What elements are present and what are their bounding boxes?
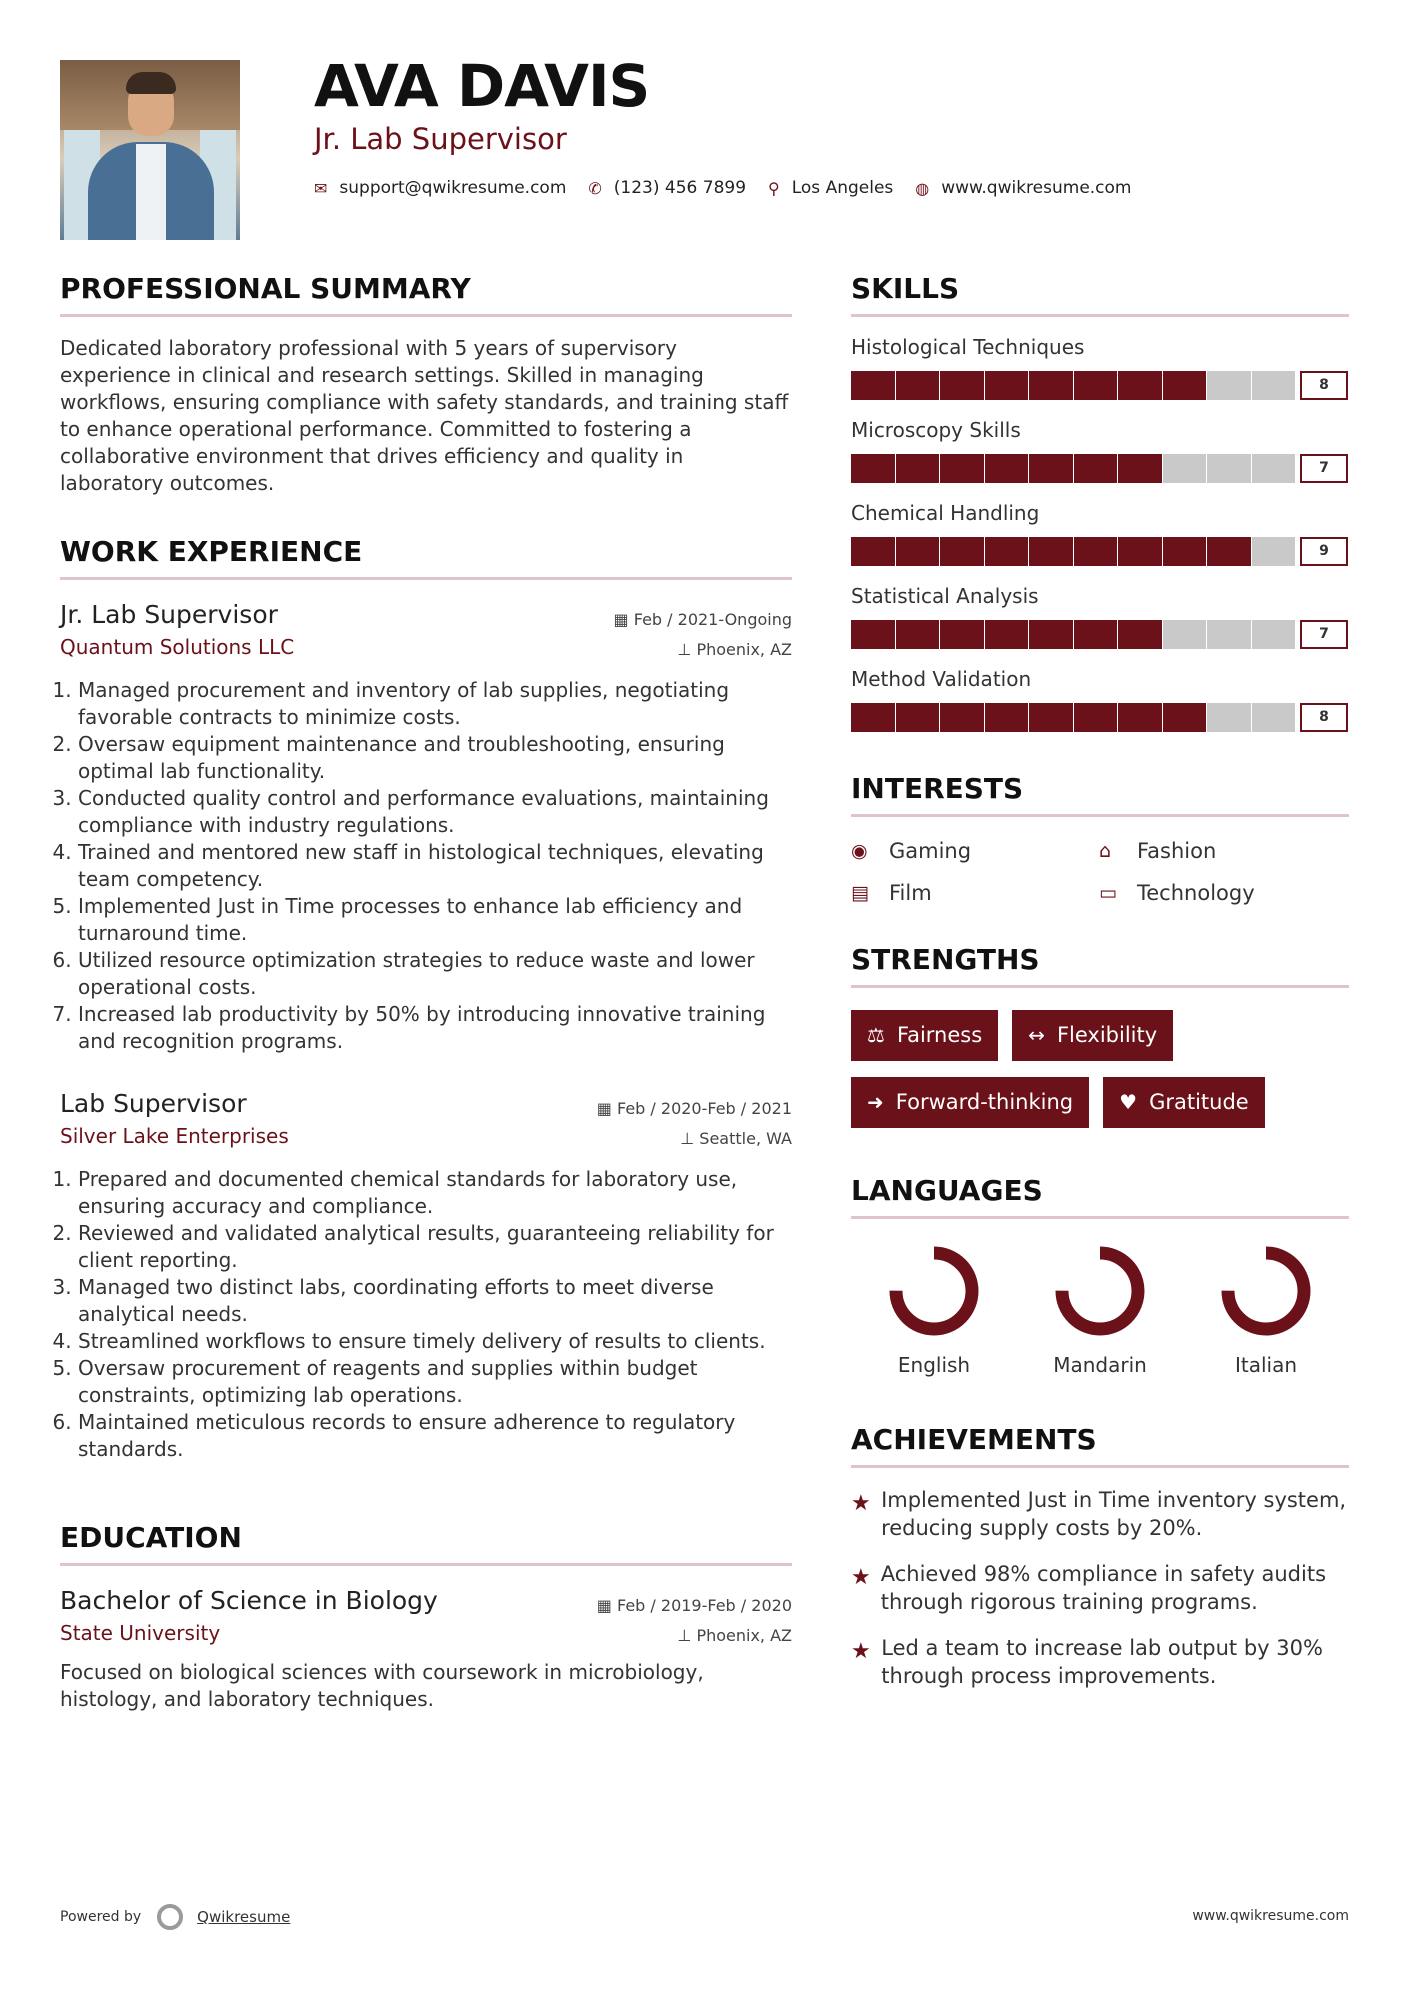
skill-bar-segment — [1118, 703, 1162, 732]
heart-icon: ♥ — [1119, 1090, 1138, 1114]
language-ring — [1218, 1243, 1314, 1339]
list-item: 5. Implemented Just in Time processes to enhance lab efficiency and turnaround time. — [78, 893, 792, 947]
job-dates: ▦ Feb / 2020-Feb / 2021 — [596, 1099, 792, 1118]
language-ring — [1052, 1243, 1148, 1339]
skill-bar — [851, 620, 1296, 649]
job-company: Silver Lake Enterprises — [60, 1124, 289, 1148]
skill-bar-segment — [1118, 537, 1162, 566]
star-icon: ★ — [851, 1491, 871, 1516]
job-bullets — [60, 1166, 792, 1463]
contact-website[interactable]: www.qwikresume.com — [941, 178, 1132, 198]
arrow-right-icon: ➜ — [867, 1090, 884, 1114]
skill-bar-segment — [1163, 537, 1207, 566]
skill-bar-segment — [1118, 454, 1162, 483]
pushpin-icon: ⊥ — [677, 1626, 692, 1645]
strength-chip: ♥ Gratitude — [1103, 1077, 1265, 1128]
skill-item — [851, 501, 1349, 566]
skill-bar-segment — [1029, 537, 1073, 566]
right-column — [851, 272, 1349, 1690]
job-dates: ▦ Feb / 2021-Ongoing — [613, 610, 792, 629]
job-title: Jr. Lab Supervisor — [60, 600, 278, 629]
strength-chip: ↔ Flexibility — [1012, 1010, 1173, 1061]
skill-bar — [851, 454, 1296, 483]
skill-bar-segment — [1252, 371, 1296, 400]
skill-bar-segment — [851, 454, 895, 483]
pushpin-icon: ⊥ — [680, 1129, 695, 1148]
qwikresume-logo-icon — [157, 1904, 183, 1930]
language-ring-arc — [1062, 1253, 1138, 1329]
skill-bar-segment — [1163, 703, 1207, 732]
skill-bar-segment — [940, 620, 984, 649]
skill-bar-segment — [1074, 620, 1118, 649]
pushpin-icon: ⊥ — [677, 640, 692, 659]
skill-bar-segment — [1207, 620, 1251, 649]
skill-bar-segment — [985, 371, 1029, 400]
section-heading-achievements: ACHIEVEMENTS — [851, 1423, 1349, 1468]
skill-bar-segment — [940, 537, 984, 566]
skill-bar-segment — [940, 703, 984, 732]
language-item — [1183, 1243, 1349, 1377]
skill-level: 8 — [1300, 703, 1348, 732]
candidate-name: AVA DAVIS — [314, 52, 650, 120]
skill-label: Microscopy Skills — [851, 418, 1021, 442]
balance-scale-icon: ⚖ — [867, 1023, 885, 1047]
phone-icon: ✆ — [588, 178, 602, 198]
interests-grid — [851, 839, 1349, 905]
skill-bar-segment — [896, 703, 940, 732]
skill-bar-segment — [1252, 703, 1296, 732]
envelope-icon: ✉ — [314, 178, 328, 198]
calendar-icon: ▦ — [613, 610, 629, 629]
contact-bar — [314, 178, 1154, 198]
shopping-bag-icon: ⌂ — [1099, 840, 1112, 862]
skill-bar-segment — [985, 620, 1029, 649]
skill-bar-segment — [1207, 371, 1251, 400]
skill-bar-segment — [1207, 537, 1251, 566]
skill-label: Statistical Analysis — [851, 584, 1039, 608]
education-entry — [60, 1586, 792, 1713]
interest-item: ▭ Technology — [1099, 881, 1255, 905]
skill-bar-segment — [1029, 703, 1073, 732]
skill-bar-segment — [1163, 454, 1207, 483]
strength-chip: ⚖ Fairness — [851, 1010, 998, 1061]
language-ring-arc — [1228, 1253, 1304, 1329]
job-location: ⊥ Seattle, WA — [680, 1129, 792, 1148]
footer-website[interactable]: www.qwikresume.com — [1192, 1908, 1349, 1924]
skill-bar-segment — [1118, 371, 1162, 400]
contact-location: Los Angeles — [791, 178, 894, 198]
skill-bar-segment — [1252, 454, 1296, 483]
skill-bar-segment — [851, 620, 895, 649]
strength-chip: ➜ Forward-thinking — [851, 1077, 1089, 1128]
list-item: 4. Streamlined workflows to ensure timely delivery of results to clients. — [78, 1328, 792, 1355]
list-item: 3. Managed two distinct labs, coordinating efforts to meet diverse analytical needs. — [78, 1274, 792, 1328]
section-heading-skills: SKILLS — [851, 272, 1349, 317]
education-description: Focused on biological sciences with coursework in microbiology, histology, and laboratory techniques. — [60, 1660, 704, 1711]
arrows-horizontal-icon: ↔ — [1028, 1023, 1045, 1047]
gamepad-icon: ◉ — [851, 840, 868, 862]
skill-bar-segment — [896, 454, 940, 483]
skill-bar-segment — [985, 537, 1029, 566]
section-heading-summary: PROFESSIONAL SUMMARY — [60, 272, 792, 317]
skill-bar-segment — [1207, 703, 1251, 732]
contact-email[interactable]: support@qwikresume.com — [339, 178, 567, 198]
section-heading-interests: INTERESTS — [851, 772, 1349, 817]
calendar-icon: ▦ — [596, 1099, 612, 1118]
section-heading-languages: LANGUAGES — [851, 1174, 1349, 1219]
calendar-icon: ▦ — [596, 1596, 612, 1615]
job-entry — [60, 600, 792, 1055]
skill-level: 7 — [1300, 454, 1348, 483]
list-item: 6. Maintained meticulous records to ensure adherence to regulatory standards. — [78, 1409, 792, 1463]
language-item — [1017, 1243, 1183, 1377]
skill-bar-segment — [985, 703, 1029, 732]
skill-level: 9 — [1300, 537, 1348, 566]
education-location: ⊥ Phoenix, AZ — [677, 1626, 792, 1645]
job-entry — [60, 1089, 792, 1463]
skill-bar — [851, 537, 1296, 566]
skill-item — [851, 667, 1349, 732]
interest-item: ◉ Gaming — [851, 839, 972, 863]
skill-bar-segment — [1074, 703, 1118, 732]
skill-bar-segment — [1252, 537, 1296, 566]
left-column — [60, 272, 792, 1713]
job-company: Quantum Solutions LLC — [60, 635, 295, 659]
star-icon: ★ — [851, 1639, 871, 1664]
skill-bar-segment — [1029, 620, 1073, 649]
section-heading-strengths: STRENGTHS — [851, 943, 1349, 988]
languages-list — [851, 1243, 1349, 1377]
skill-bar-segment — [1207, 454, 1251, 483]
section-heading-education: EDUCATION — [60, 1521, 792, 1566]
list-item: 3. Conducted quality control and performance evaluations, maintaining compliance with industry regulations. — [78, 785, 792, 839]
skill-bar-segment — [1163, 620, 1207, 649]
skill-level: 7 — [1300, 620, 1348, 649]
skill-item — [851, 584, 1349, 649]
list-item: 2. Oversaw equipment maintenance and troubleshooting, ensuring optimal lab functionality. — [78, 731, 792, 785]
section-heading-experience: WORK EXPERIENCE — [60, 535, 792, 580]
skill-item — [851, 418, 1349, 483]
language-name: English — [897, 1353, 971, 1377]
film-icon: ▤ — [851, 882, 869, 904]
job-bullets — [60, 677, 792, 1055]
job-title: Lab Supervisor — [60, 1089, 247, 1118]
skill-bar-segment — [940, 371, 984, 400]
skill-bar-segment — [1029, 371, 1073, 400]
skill-bar-segment — [1074, 454, 1118, 483]
achievement-item: ★ Implemented Just in Time inventory system, reducing supply costs by 20%. — [851, 1488, 1347, 1540]
job-location: ⊥ Phoenix, AZ — [677, 640, 792, 659]
skill-bar-segment — [940, 454, 984, 483]
skill-bar — [851, 703, 1296, 732]
language-ring — [886, 1243, 982, 1339]
school-name: State University — [60, 1621, 221, 1645]
summary-text: Dedicated laboratory professional with 5 years of supervisory experience in clinical and research settings. Skilled in managing workflows, ensuring compliance with safety standards, and training staff to enhance operational performance. Committed to fostering a collaborative environment that drives efficiency and quality in laboratory outcomes. — [60, 336, 789, 495]
skill-label: Histological Techniques — [851, 335, 1085, 359]
list-item: 2. Reviewed and validated analytical results, guaranteeing reliability for client reporting. — [78, 1220, 792, 1274]
brand-link[interactable]: Qwikresume — [197, 1908, 291, 1926]
list-item: 1. Prepared and documented chemical standards for laboratory use, ensuring accuracy and compliance. — [78, 1166, 792, 1220]
degree-title: Bachelor of Science in Biology — [60, 1586, 438, 1615]
list-item: 6. Utilized resource optimization strategies to reduce waste and lower operational costs. — [78, 947, 792, 1001]
skill-bar-segment — [851, 371, 895, 400]
skill-bar-segment — [851, 703, 895, 732]
skills-list — [851, 335, 1349, 732]
skill-level: 8 — [1300, 371, 1348, 400]
interest-item: ▤ Film — [851, 881, 932, 905]
skill-item — [851, 335, 1349, 400]
candidate-role: Jr. Lab Supervisor — [314, 122, 567, 156]
skill-bar-segment — [1252, 620, 1296, 649]
skill-bar-segment — [851, 537, 895, 566]
language-ring-arc — [896, 1253, 972, 1329]
language-name: Mandarin — [1053, 1353, 1147, 1377]
list-item: 4. Trained and mentored new staff in histological techniques, elevating team competency. — [78, 839, 792, 893]
footer-powered-by — [60, 1904, 290, 1930]
interest-item: ⌂ Fashion — [1099, 839, 1217, 863]
skill-bar-segment — [1074, 537, 1118, 566]
star-icon: ★ — [851, 1565, 871, 1590]
skill-bar-segment — [1163, 371, 1207, 400]
achievement-item: ★ Achieved 98% compliance in safety audits through rigorous training programs. — [851, 1562, 1327, 1614]
contact-phone[interactable]: (123) 456 7899 — [613, 178, 747, 198]
skill-label: Method Validation — [851, 667, 1032, 691]
globe-icon: ◍ — [915, 178, 930, 198]
skill-bar-segment — [1118, 620, 1162, 649]
profile-photo — [60, 60, 240, 240]
strengths-list — [851, 1010, 1349, 1144]
list-item: 1. Managed procurement and inventory of lab supplies, negotiating favorable contracts to minimize costs. — [78, 677, 792, 731]
skill-label: Chemical Handling — [851, 501, 1040, 525]
skill-bar-segment — [896, 371, 940, 400]
language-item — [851, 1243, 1017, 1377]
powered-by-label: Powered by — [60, 1909, 142, 1925]
list-item: 5. Oversaw procurement of reagents and supplies within budget constraints, optimizing lab operations. — [78, 1355, 792, 1409]
list-item: 7. Increased lab productivity by 50% by introducing innovative training and recognition programs. — [78, 1001, 792, 1055]
skill-bar-segment — [1029, 454, 1073, 483]
skill-bar-segment — [896, 537, 940, 566]
skill-bar-segment — [1074, 371, 1118, 400]
education-dates: ▦ Feb / 2019-Feb / 2020 — [596, 1596, 792, 1615]
language-name: Italian — [1234, 1353, 1298, 1377]
skill-bar-segment — [985, 454, 1029, 483]
skill-bar — [851, 371, 1296, 400]
achievement-item: ★ Led a team to increase lab output by 30% through process improvements. — [851, 1636, 1323, 1688]
skill-bar-segment — [896, 620, 940, 649]
map-pin-icon: ⚲ — [768, 178, 780, 198]
laptop-icon: ▭ — [1099, 882, 1117, 904]
